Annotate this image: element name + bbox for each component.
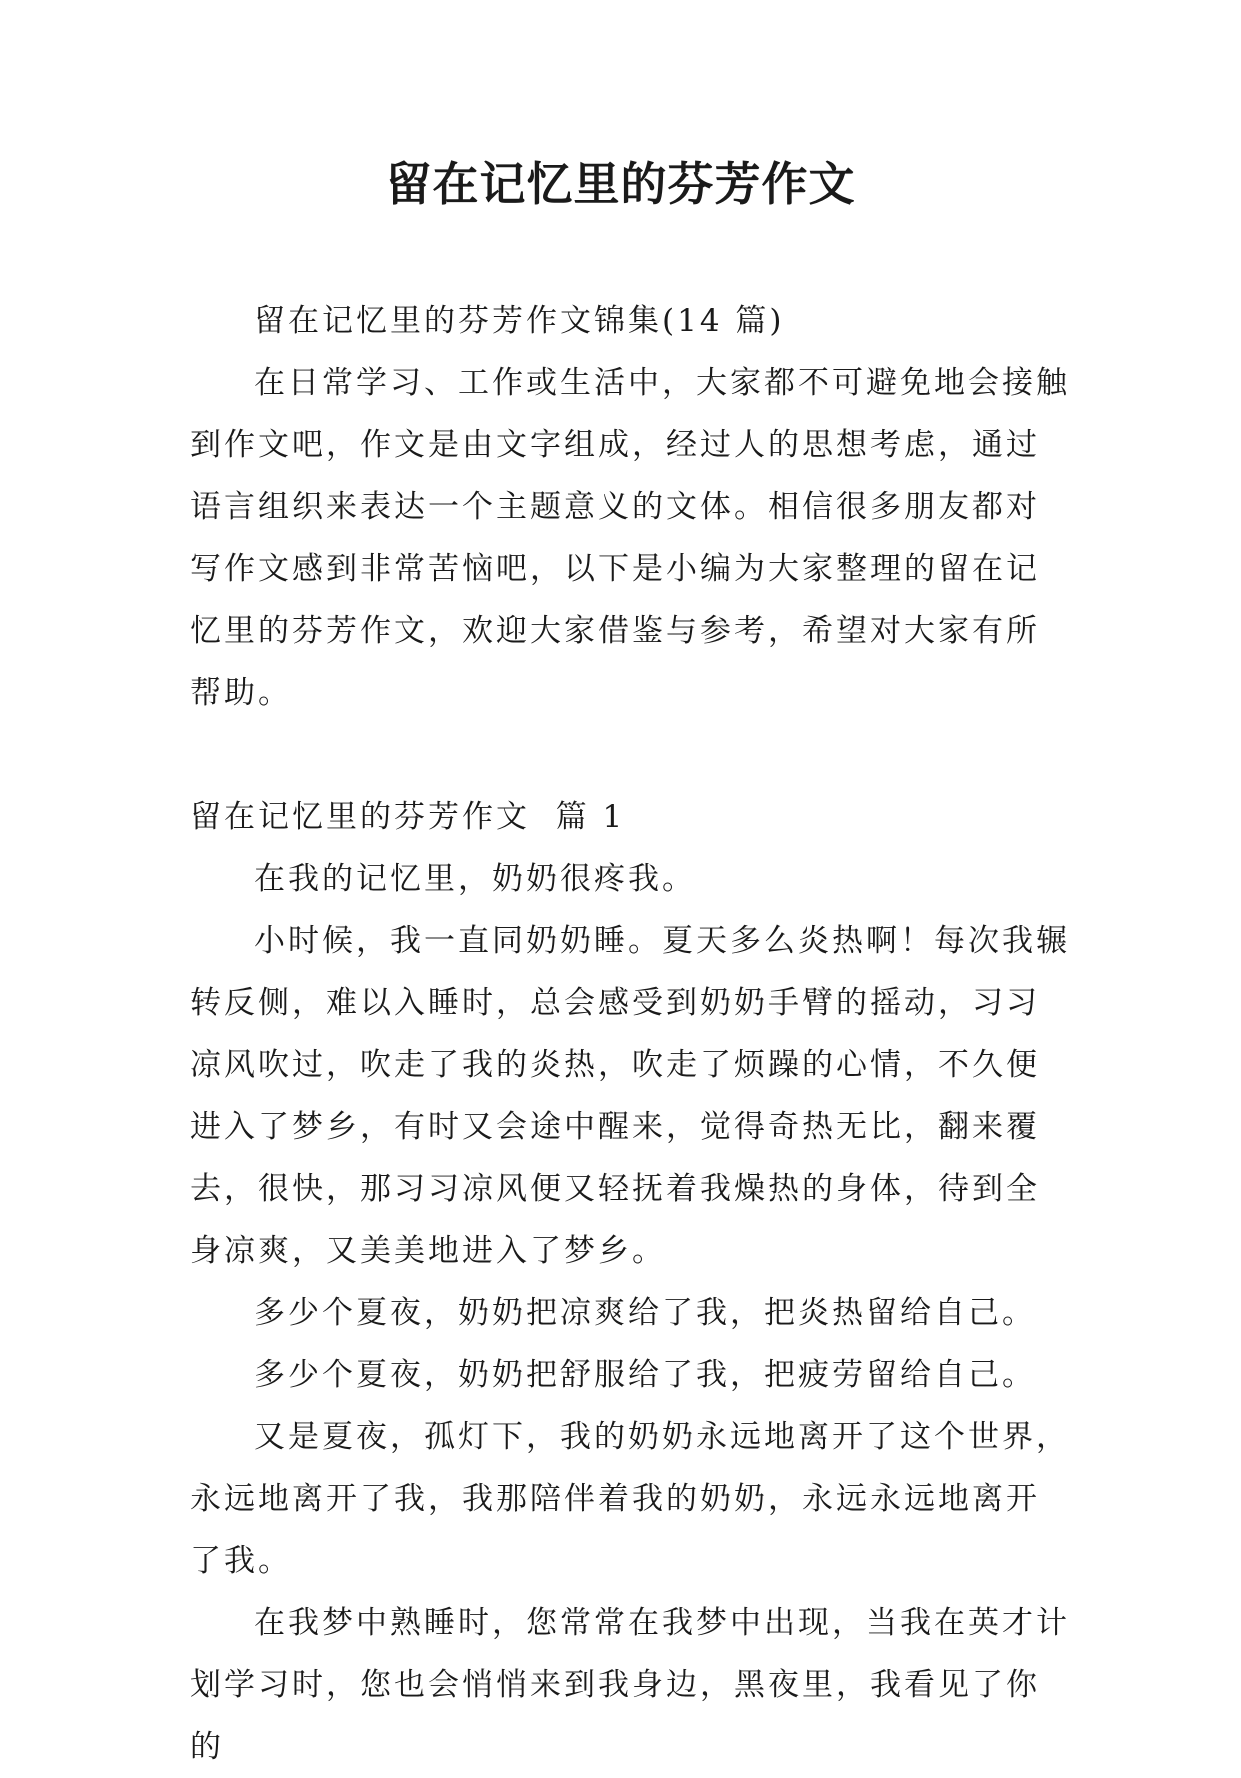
document-title: 留在记忆里的芬芳作文 <box>385 157 856 211</box>
paragraph: 在我梦中熟睡时，您常常在我梦中出现，当我在英才计划学习时，您也会悄悄来到我身边，黑夜里，我看见了你的 <box>190 1605 1070 1765</box>
document-body <box>190 290 1070 1778</box>
section-heading: 留在记忆里的芬芳作文 篇 1 <box>190 799 626 835</box>
paragraph: 多少个夏夜，奶奶把舒服给了我，把疲劳留给自己。 <box>254 1357 1036 1393</box>
section-spacer <box>190 724 1070 786</box>
paragraph: 多少个夏夜，奶奶把凉爽给了我，把炎热留给自己。 <box>254 1295 1036 1331</box>
intro-paragraph: 在日常学习、工作或生活中，大家都不可避免地会接触到作文吧，作文是由文字组成，经过人的思想考虑，通过语言组织来表达一个主题意义的文体。相信很多朋友都对写作文感到非常苦恼吧，以下是小编为大家整理的留在记忆里的芬芳作文，欢迎大家借鉴与参考，希望对大家有所帮助。 <box>190 365 1070 711</box>
paragraph: 在我的记忆里，奶奶很疼我。 <box>254 861 696 897</box>
collection-subtitle: 留在记忆里的芬芳作文锦集(14 篇) <box>254 303 785 339</box>
paragraph: 又是夏夜，孤灯下，我的奶奶永远地离开了这个世界，永远地离开了我，我那陪伴着我的奶奶，永远永远地离开了我。 <box>190 1419 1070 1579</box>
paragraph: 小时候，我一直同奶奶睡。夏天多么炎热啊！每次我辗转反侧，难以入睡时，总会感受到奶奶手臂的摇动，习习凉风吹过，吹走了我的炎热，吹走了烦躁的心情，不久便进入了梦乡，有时又会途中醒来，觉得奇热无比，翻来覆去，很快，那习习凉风便又轻抚着我燥热的身体，待到全身凉爽，又美美地进入了梦乡。 <box>190 923 1070 1269</box>
